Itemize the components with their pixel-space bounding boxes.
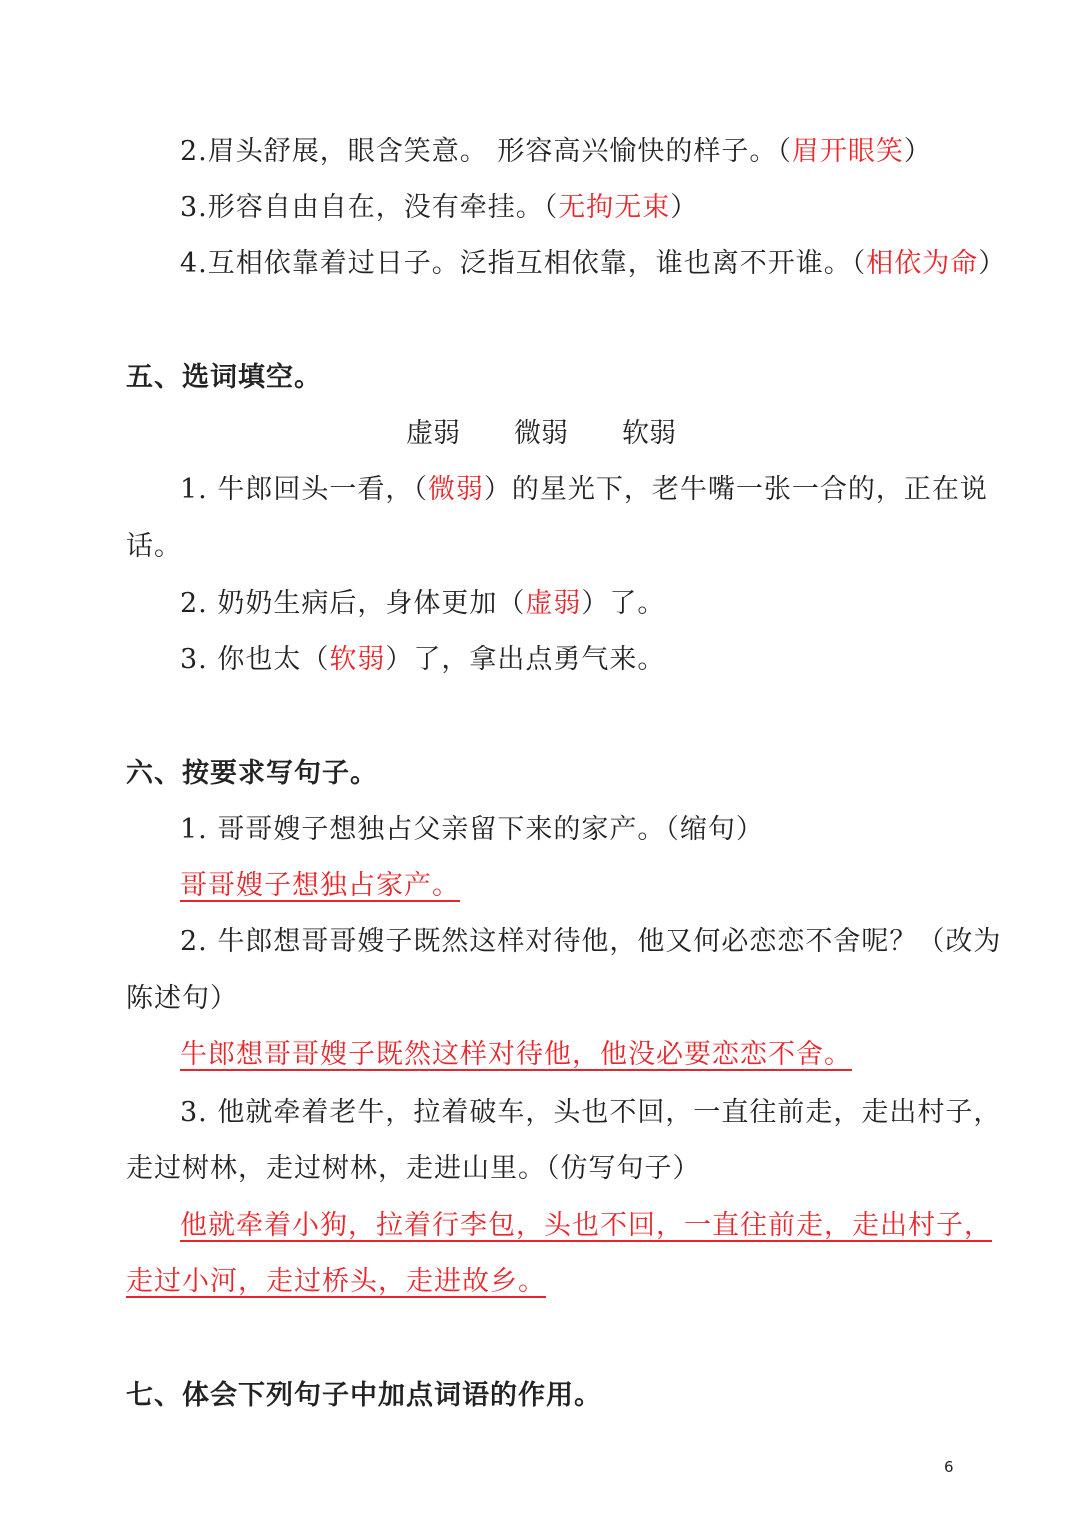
- idiom-item-2: 2.眉头舒展，眼含笑意。 形容高兴愉快的样子。（眉开眼笑）: [180, 136, 932, 167]
- fill-answer: 微弱: [427, 474, 484, 505]
- fill-answer: 虚弱: [525, 588, 582, 619]
- word-choice-3: 软弱: [622, 418, 676, 449]
- idiom-number: 2.: [180, 136, 208, 167]
- word-choice-1: 虚弱: [406, 418, 460, 449]
- idiom-number: 4.: [180, 248, 208, 279]
- idiom-answer: 眉开眼笑: [791, 136, 904, 167]
- idiom-item-4: 4.互相依靠着过日子。泛指互相依靠，谁也离不开谁。（相依为命）: [180, 248, 1007, 279]
- page-number: 6: [944, 1458, 954, 1476]
- sentence-answer-3-cont: 走过小河，走过桥头，走进故乡。: [126, 1266, 546, 1297]
- sentence-answer-1: 哥哥嫂子想独占家产。: [180, 870, 460, 901]
- idiom-number: 3.: [180, 192, 208, 223]
- idiom-answer: 无拘无束: [558, 192, 671, 223]
- idiom-definition: 形容自由自在，没有牵挂。: [207, 192, 544, 223]
- fill-question-1: 1. 牛郎回头一看，（微弱）的星光下，老牛嘴一张一合的，正在说: [180, 474, 988, 505]
- section-6-heading: 六、按要求写句子。: [126, 758, 378, 789]
- sentence-question-2-cont: 陈述句）: [126, 983, 238, 1014]
- sentence-answer-2: 牛郎想哥哥嫂子既然这样对待他，他没必要恋恋不舍。: [180, 1039, 852, 1070]
- section-7-heading: 七、体会下列句子中加点词语的作用。: [126, 1380, 602, 1411]
- word-choices: [0, 414, 1080, 454]
- idiom-answer: 相依为命: [866, 248, 979, 279]
- sentence-question-3: 3. 他就牵着老牛，拉着破车，头也不回，一直往前走，走出村子，: [180, 1097, 1002, 1128]
- idiom-definition: 眉头舒展，眼含笑意。 形容高兴愉快的样子。: [207, 136, 778, 167]
- sentence-question-2: 2. 牛郎想哥哥嫂子既然这样对待他，他又何必恋恋不舍呢？（改为: [180, 926, 1002, 957]
- fill-answer: 软弱: [329, 644, 386, 675]
- word-choice-2: 微弱: [514, 418, 568, 449]
- sentence-question-1: 1. 哥哥嫂子想独占父亲留下来的家产。（缩句）: [180, 814, 764, 845]
- section-5-heading: 五、选词填空。: [126, 362, 322, 393]
- idiom-item-3: 3.形容自由自在，没有牵挂。（无拘无束）: [180, 192, 699, 223]
- fill-question-1-cont: 话。: [126, 531, 182, 562]
- sentence-question-3-cont: 走过树林，走过树林，走进山里。（仿写句子）: [126, 1153, 701, 1184]
- idiom-definition: 互相依靠着过日子。泛指互相依靠，谁也离不开谁。: [207, 248, 852, 279]
- fill-question-2: 2. 奶奶生病后，身体更加（虚弱）了。: [180, 588, 666, 619]
- fill-question-3: 3. 你也太（软弱）了，拿出点勇气来。: [180, 644, 666, 675]
- sentence-answer-3: 他就牵着小狗，拉着行李包，头也不回，一直往前走，走出村子，: [180, 1210, 992, 1241]
